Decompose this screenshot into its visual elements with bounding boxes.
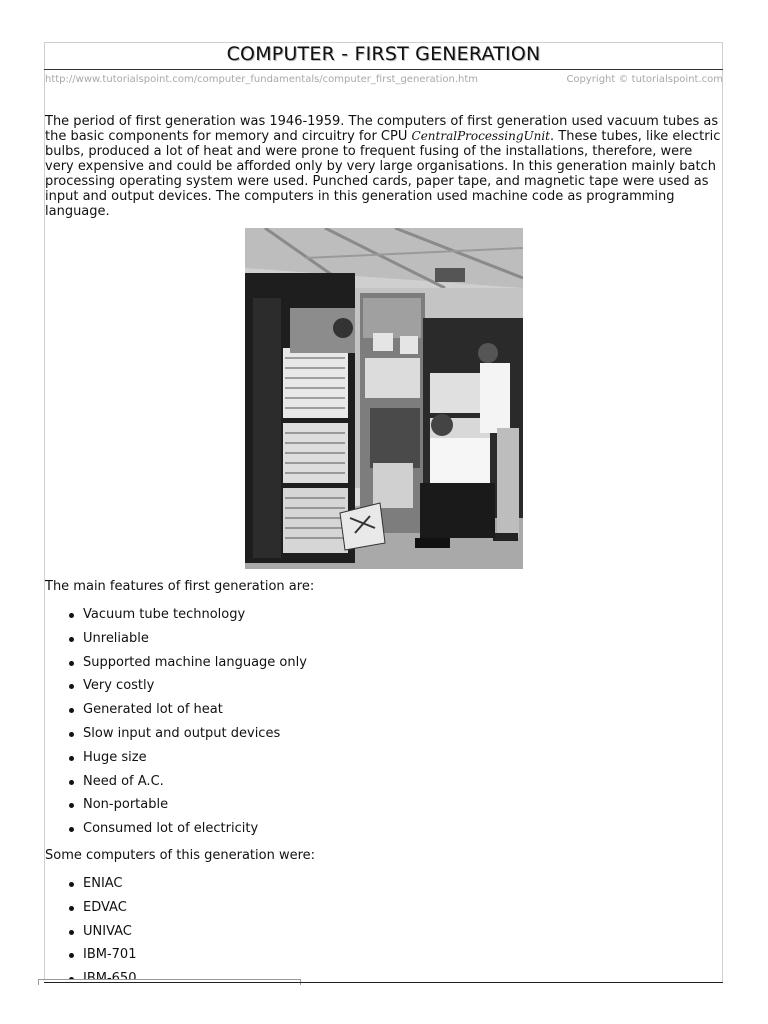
list-item: Supported machine language only bbox=[45, 655, 307, 679]
intro-text-part1: The period of first generation was 1946-1959. The computers of first generation used vacuum tubes as the basic components for memory and circuitry for CPU bbox=[45, 114, 719, 144]
title-divider bbox=[44, 69, 723, 70]
list-item: Unreliable bbox=[45, 631, 307, 655]
source-line bbox=[45, 73, 723, 87]
list-item: Huge size bbox=[45, 750, 307, 774]
copyright-notice: Copyright © tutorialspoint.com bbox=[566, 74, 723, 85]
list-item: EDVAC bbox=[45, 900, 136, 924]
intro-text-part2: . These tubes, like electric bulbs, produced a lot of heat and were prone to frequent fusing of the installations, therefore, were very expensive and could be afforded only by very large organisations. In this generation mainly batch processing operating system were used. Punched cards, paper tape, and magnetic tape were used as input and output devices. The computers in this generation used machine code as programming language. bbox=[45, 129, 721, 219]
list-item: Slow input and output devices bbox=[45, 726, 307, 750]
page-bottom-mask bbox=[0, 983, 768, 1024]
list-item: Need of A.C. bbox=[45, 774, 307, 798]
list-item: Vacuum tube technology bbox=[45, 607, 307, 631]
intro-paragraph bbox=[45, 114, 721, 219]
list-item: Very costly bbox=[45, 678, 307, 702]
source-url-link[interactable]: http://www.tutorialspoint.com/computer_fundamentals/computer_first_generation.htm bbox=[45, 74, 479, 85]
list-item: UNIVAC bbox=[45, 924, 136, 948]
list-item: Generated lot of heat bbox=[45, 702, 307, 726]
computers-list bbox=[45, 876, 136, 995]
computers-heading: Some computers of this generation were: bbox=[45, 848, 316, 863]
vacuum-tube-computer-photo bbox=[245, 228, 523, 569]
cpu-expansion: CentralProcessingUnit bbox=[411, 129, 551, 143]
features-heading: The main features of first generation are: bbox=[45, 579, 315, 594]
page-title: COMPUTER - FIRST GENERATION bbox=[226, 43, 541, 65]
list-item: Consumed lot of electricity bbox=[45, 821, 307, 845]
page-bottom-rule bbox=[44, 982, 723, 983]
list-item: IBM-701 bbox=[45, 947, 136, 971]
features-list bbox=[45, 607, 307, 845]
list-item: Non-portable bbox=[45, 797, 307, 821]
list-item: ENIAC bbox=[45, 876, 136, 900]
